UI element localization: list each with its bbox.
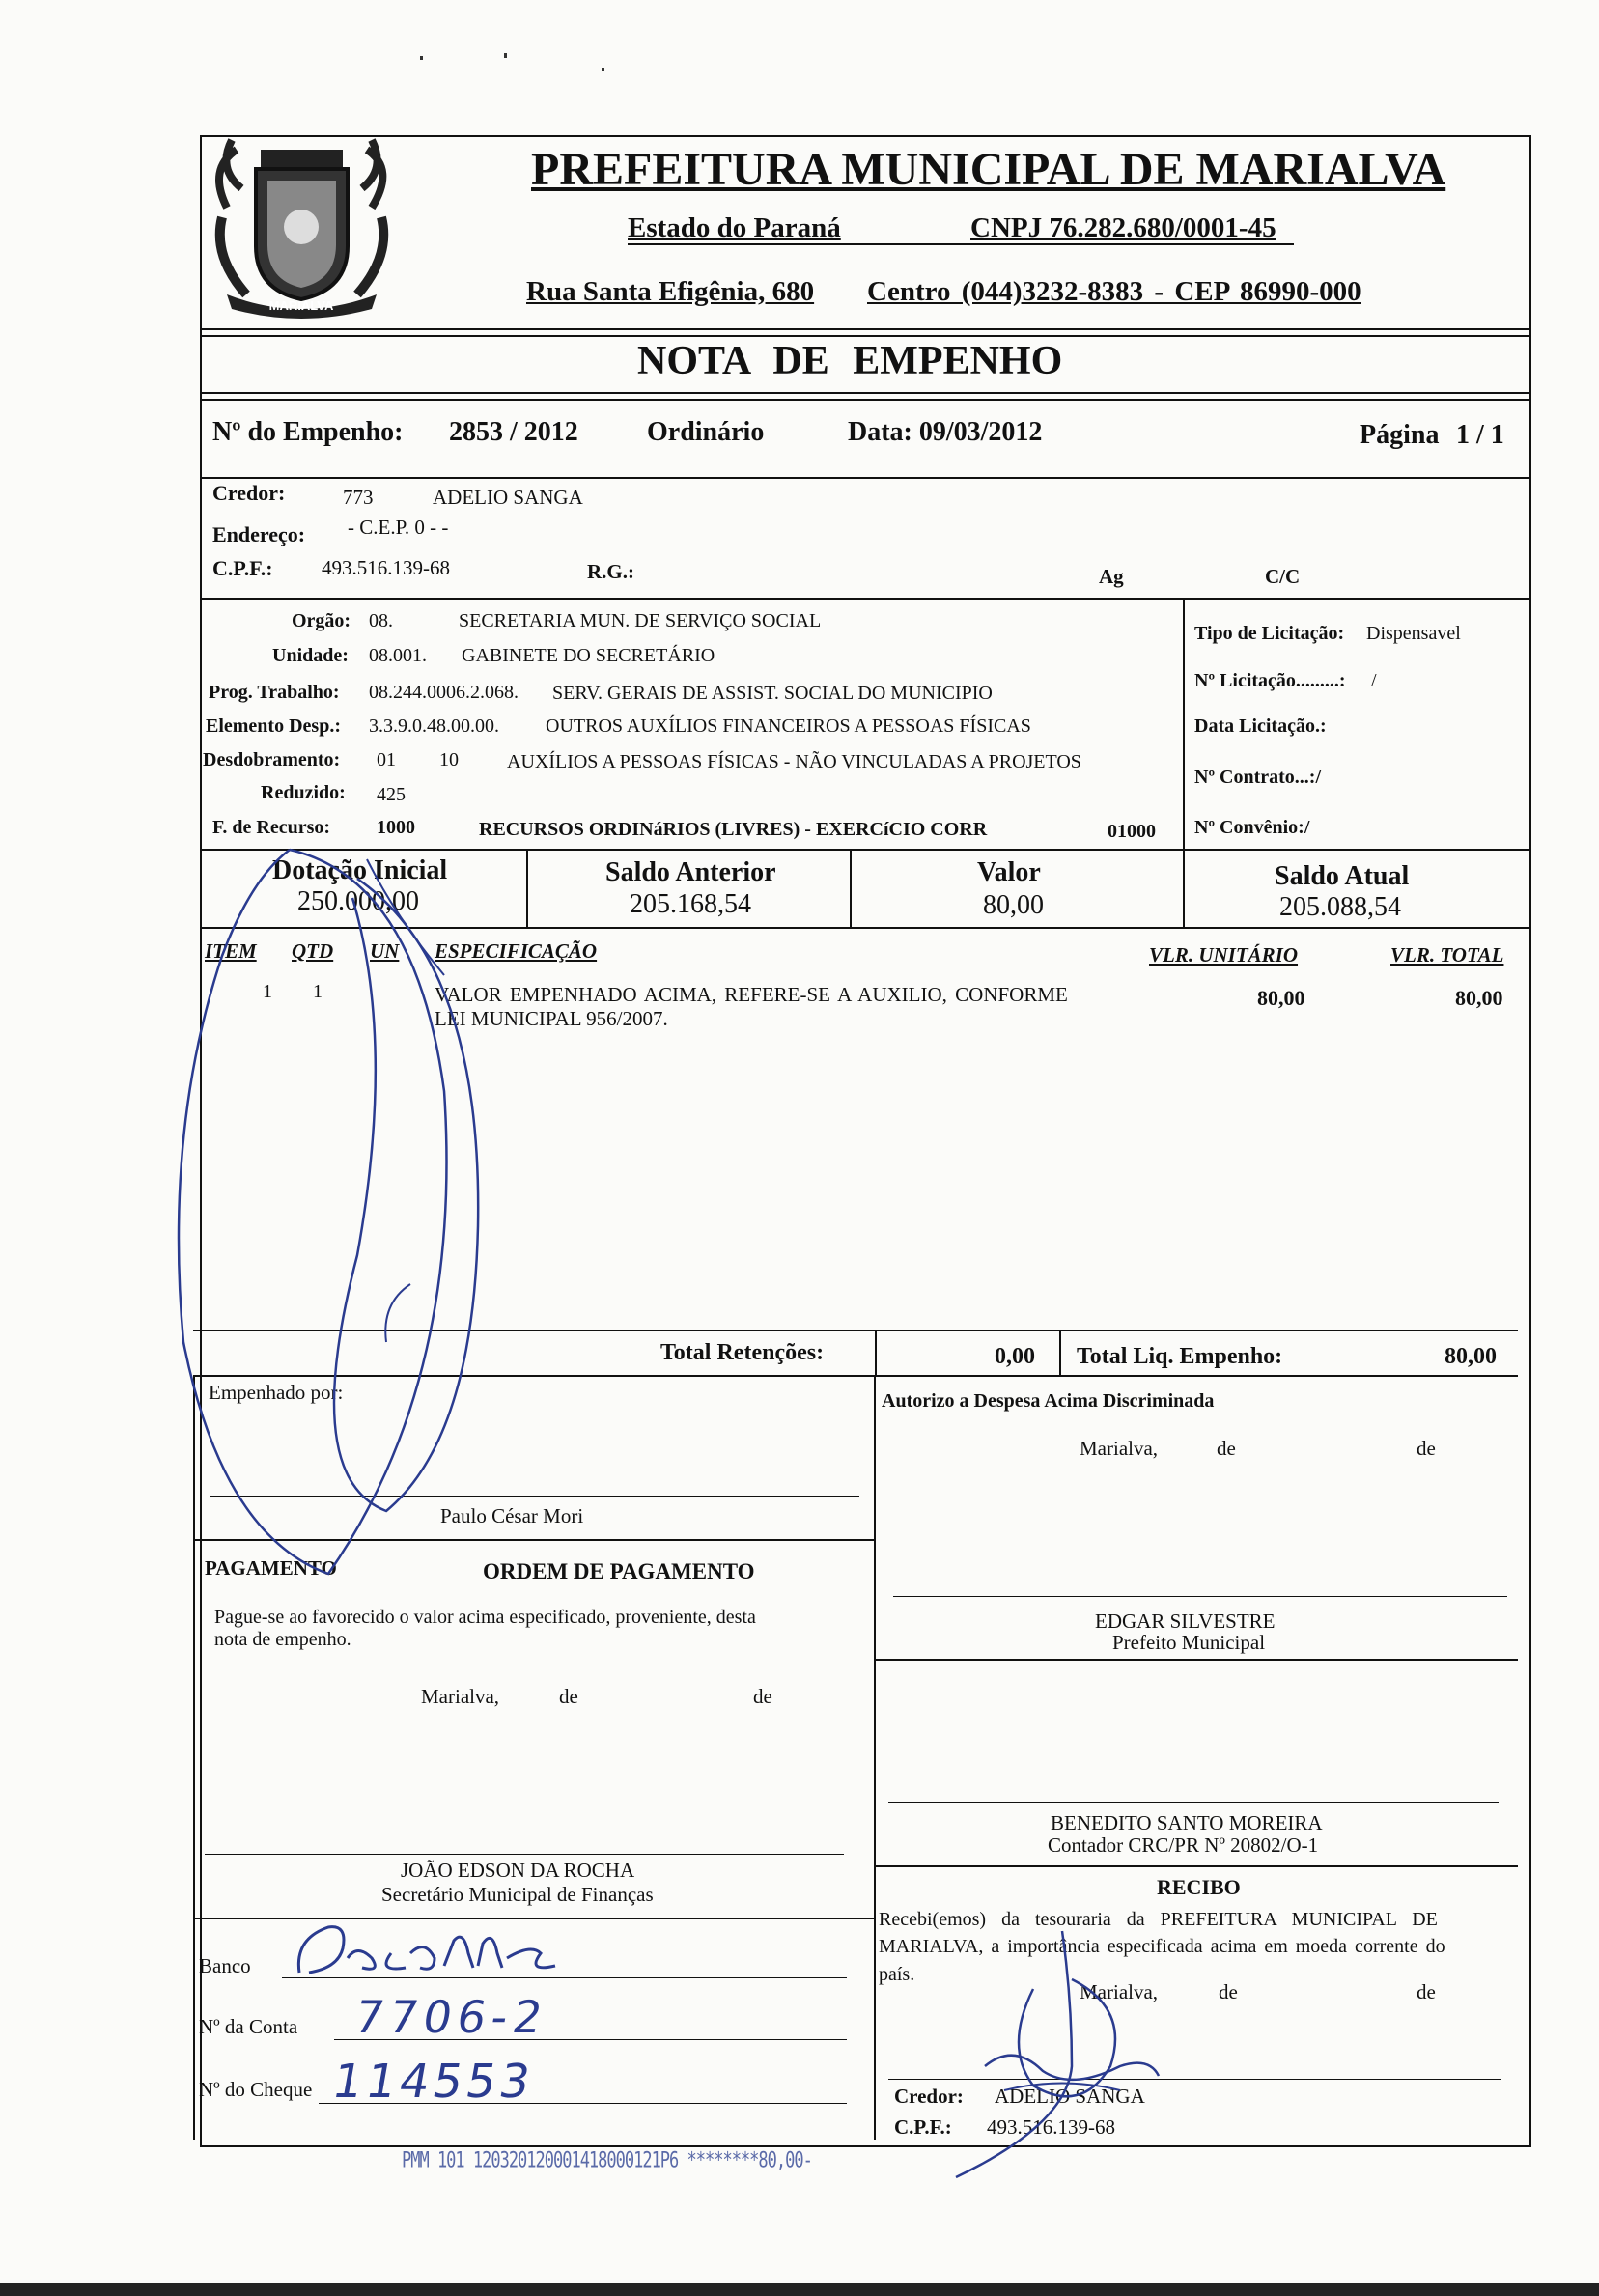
prefeito-role: Prefeito Municipal (1112, 1631, 1266, 1654)
reduzido-code: 425 (377, 784, 406, 805)
unidade-desc: GABINETE DO SECRETÁRIO (462, 645, 715, 666)
pagamento-de1: de (559, 1685, 578, 1708)
recibo-text-line3: país. (879, 1964, 915, 1985)
prefeito-name: EDGAR SILVESTRE (1095, 1610, 1276, 1633)
pagamento-place: Marialva, (421, 1685, 500, 1708)
empenho-number-label: Nº do Empenho: (212, 417, 404, 447)
secretario-role: Secretário Municipal de Finanças (381, 1883, 654, 1906)
desdobramento-label: Desdobramento: (203, 749, 341, 770)
crest-text: MARIALVA (268, 298, 334, 313)
total-retencoes-value: 0,00 (995, 1344, 1035, 1369)
numero-licitacao-label: Nº Licitação.........: (1194, 670, 1346, 691)
recibo-credor-label: Credor: (894, 2085, 964, 2108)
fonte-recurso-label: F. de Recurso: (212, 817, 331, 838)
scan-edge (0, 2283, 1599, 2296)
recibo-cpf-label: C.P.F.: (894, 2115, 952, 2139)
desdobramento-code2: 10 (439, 749, 459, 770)
orgao-code: 08. (369, 610, 393, 631)
recibo-title: RECIBO (1157, 1875, 1241, 1899)
elemento-desc: OUTROS AUXÍLIOS FINANCEIROS A PESSOAS FÍSICAS (546, 715, 1031, 737)
col-header-especificacao: ESPECIFICAÇÃO (435, 939, 598, 963)
credor-label: Credor: (212, 481, 286, 505)
endereco-value: - C.E.P. 0 - - (348, 516, 449, 539)
empenhado-por-name: Paulo César Mori (440, 1504, 584, 1527)
unidade-label: Unidade: (272, 645, 349, 666)
autorizo-de1: de (1217, 1437, 1236, 1460)
unidade-code: 08.001. (369, 645, 427, 666)
contador-name: BENEDITO SANTO MOREIRA (1051, 1811, 1323, 1834)
row-especificacao-line1: VALOR EMPENHADO ACIMA, REFERE-SE A AUXILIO, CONFORME (435, 983, 1068, 1006)
total-liquido-label: Total Liq. Empenho: (1077, 1344, 1283, 1369)
dotacao-inicial-value: 250.000,00 (297, 886, 419, 916)
endereco-label: Endereço: (212, 522, 306, 546)
municipal-crest (208, 130, 396, 323)
elemento-code: 3.3.9.0.48.00.00. (369, 715, 499, 737)
prog-trabalho-desc: SERV. GERAIS DE ASSIST. SOCIAL DO MUNICIPIO (552, 683, 993, 704)
scan-mark (602, 68, 604, 71)
recibo-de2: de (1417, 1980, 1436, 2003)
conta-label: Nº da Conta (199, 2015, 298, 2038)
row-qtd: 1 (313, 981, 323, 1002)
recibo-text-line1: Recebi(emos) da tesouraria da PREFEITURA MUNICIPAL DE (879, 1909, 1438, 1930)
banco-handwriting (290, 1919, 570, 1987)
credor-code: 773 (343, 486, 374, 509)
desdobramento-desc: AUXÍLIOS A PESSOAS FÍSICAS - NÃO VINCULADAS A PROJETOS (507, 751, 1081, 772)
saldo-anterior-label: Saldo Anterior (605, 857, 776, 887)
col-header-valor-unitario: VLR. UNITÁRIO (1149, 943, 1299, 966)
banco-label: Banco (199, 1954, 251, 1977)
total-liquido-value: 80,00 (1445, 1344, 1497, 1369)
fonte-recurso-code: 1000 (377, 817, 415, 838)
recibo-text-line2: MARIALVA, a importância especificada acima em moeda corrente do (879, 1936, 1445, 1957)
orgao-desc: SECRETARIA MUN. DE SERVIÇO SOCIAL (459, 610, 822, 631)
cheque-label: Nº do Cheque (199, 2078, 313, 2101)
district-phone-cep: Centro (044)3232-8383 - CEP 86990-000 (867, 276, 1361, 307)
municipality-title: PREFEITURA MUNICIPAL DE MARIALVA (531, 144, 1446, 195)
col-header-valor-total: VLR. TOTAL (1390, 943, 1504, 966)
tipo-licitacao-label: Tipo de Licitação: (1194, 623, 1345, 644)
prog-trabalho-label: Prog. Trabalho: (209, 682, 340, 703)
empenho-number: 2853 / 2012 (449, 417, 578, 447)
autorizo-label: Autorizo a Despesa Acima Discriminada (882, 1390, 1215, 1412)
col-header-item: ITEM (205, 939, 257, 963)
recibo-place: Marialva, (1080, 1980, 1159, 2003)
reduzido-label: Reduzido: (261, 782, 346, 803)
conta-handwritten: 7706-2 (351, 1991, 552, 2043)
scan-mark (504, 53, 507, 58)
valor-value: 80,00 (983, 890, 1044, 920)
saldo-atual-label: Saldo Atual (1275, 861, 1410, 891)
recibo-credor-name: ADELIO SANGA (995, 2085, 1145, 2108)
autorizo-place: Marialva, (1080, 1437, 1159, 1460)
prog-trabalho-code: 08.244.0006.2.068. (369, 682, 519, 703)
total-retencoes-label: Total Retenções: (660, 1340, 825, 1365)
pagamento-de2: de (753, 1685, 772, 1708)
pagamento-label: PAGAMENTO (205, 1556, 337, 1580)
cpf-label: C.P.F.: (212, 556, 273, 580)
scan-mark (420, 56, 423, 60)
recibo-signature (927, 1921, 1178, 2182)
ordem-pagamento-title: ORDEM DE PAGAMENTO (483, 1559, 755, 1583)
row-valor-total: 80,00 (1455, 986, 1503, 1010)
row-valor-unitario: 80,00 (1257, 986, 1305, 1010)
fonte-recurso-code2: 01000 (1108, 821, 1156, 842)
empenho-type: Ordinário (647, 417, 765, 447)
state-name: Estado do Paraná (628, 212, 841, 243)
dotacao-inicial-label: Dotação Inicial (272, 855, 448, 885)
numero-convenio-label: Nº Convênio:/ (1194, 817, 1310, 838)
row-item: 1 (263, 981, 272, 1002)
document-title: NOTA DE EMPENHO (637, 339, 1063, 383)
col-header-un: UN (370, 939, 400, 963)
pagamento-text-line1: Pague-se ao favorecido o valor acima especificado, proveniente, desta (214, 1607, 756, 1628)
agencia-label: Ag (1099, 565, 1124, 588)
contador-role: Contador CRC/PR Nº 20802/O-1 (1048, 1834, 1319, 1857)
cheque-handwritten: 114553 (328, 2055, 539, 2109)
recibo-cpf-value: 493.516.139-68 (987, 2115, 1115, 2139)
street-address: Rua Santa Efigênia, 680 (526, 276, 815, 307)
numero-licitacao-value: / (1371, 670, 1377, 691)
autorizo-de2: de (1417, 1437, 1436, 1460)
desdobramento-code1: 01 (377, 749, 396, 770)
elemento-label: Elemento Desp.: (206, 715, 341, 737)
empenhado-por-label: Empenhado por: (209, 1381, 344, 1404)
cpf-value: 493.516.139-68 (322, 556, 450, 579)
rg-label: R.G.: (587, 560, 634, 583)
recibo-de1: de (1219, 1980, 1238, 2003)
valor-label: Valor (977, 857, 1041, 887)
saldo-atual-value: 205.088,54 (1279, 892, 1401, 922)
tipo-licitacao-value: Dispensavel (1366, 623, 1461, 644)
col-header-qtd: QTD (292, 939, 334, 963)
fonte-recurso-desc: RECURSOS ORDINáRIOS (LIVRES) - EXERCíCIO CORR (479, 819, 988, 840)
row-especificacao-line2: LEI MUNICIPAL 956/2007. (435, 1007, 668, 1030)
page-number: 1 / 1 (1456, 420, 1504, 450)
numero-contrato-label: Nº Contrato...:/ (1194, 767, 1322, 788)
pagamento-text-line2: nota de empenho. (214, 1629, 351, 1650)
cnpj: CNPJ 76.282.680/0001-45 (970, 212, 1276, 243)
secretario-name: JOÃO EDSON DA ROCHA (401, 1859, 635, 1882)
conta-corrente-label: C/C (1265, 565, 1301, 588)
handwritten-signature-loop (164, 840, 618, 1593)
payment-stamp: PMM 101 120320120001418000121P6 ********80,00- (402, 2148, 812, 2173)
page-label: Página (1360, 420, 1440, 450)
data-licitacao-label: Data Licitação.: (1194, 715, 1327, 737)
saldo-anterior-value: 205.168,54 (630, 889, 751, 919)
orgao-label: Orgão: (292, 610, 351, 631)
credor-name: ADELIO SANGA (433, 486, 583, 509)
empenho-date: Data: 09/03/2012 (848, 417, 1043, 447)
